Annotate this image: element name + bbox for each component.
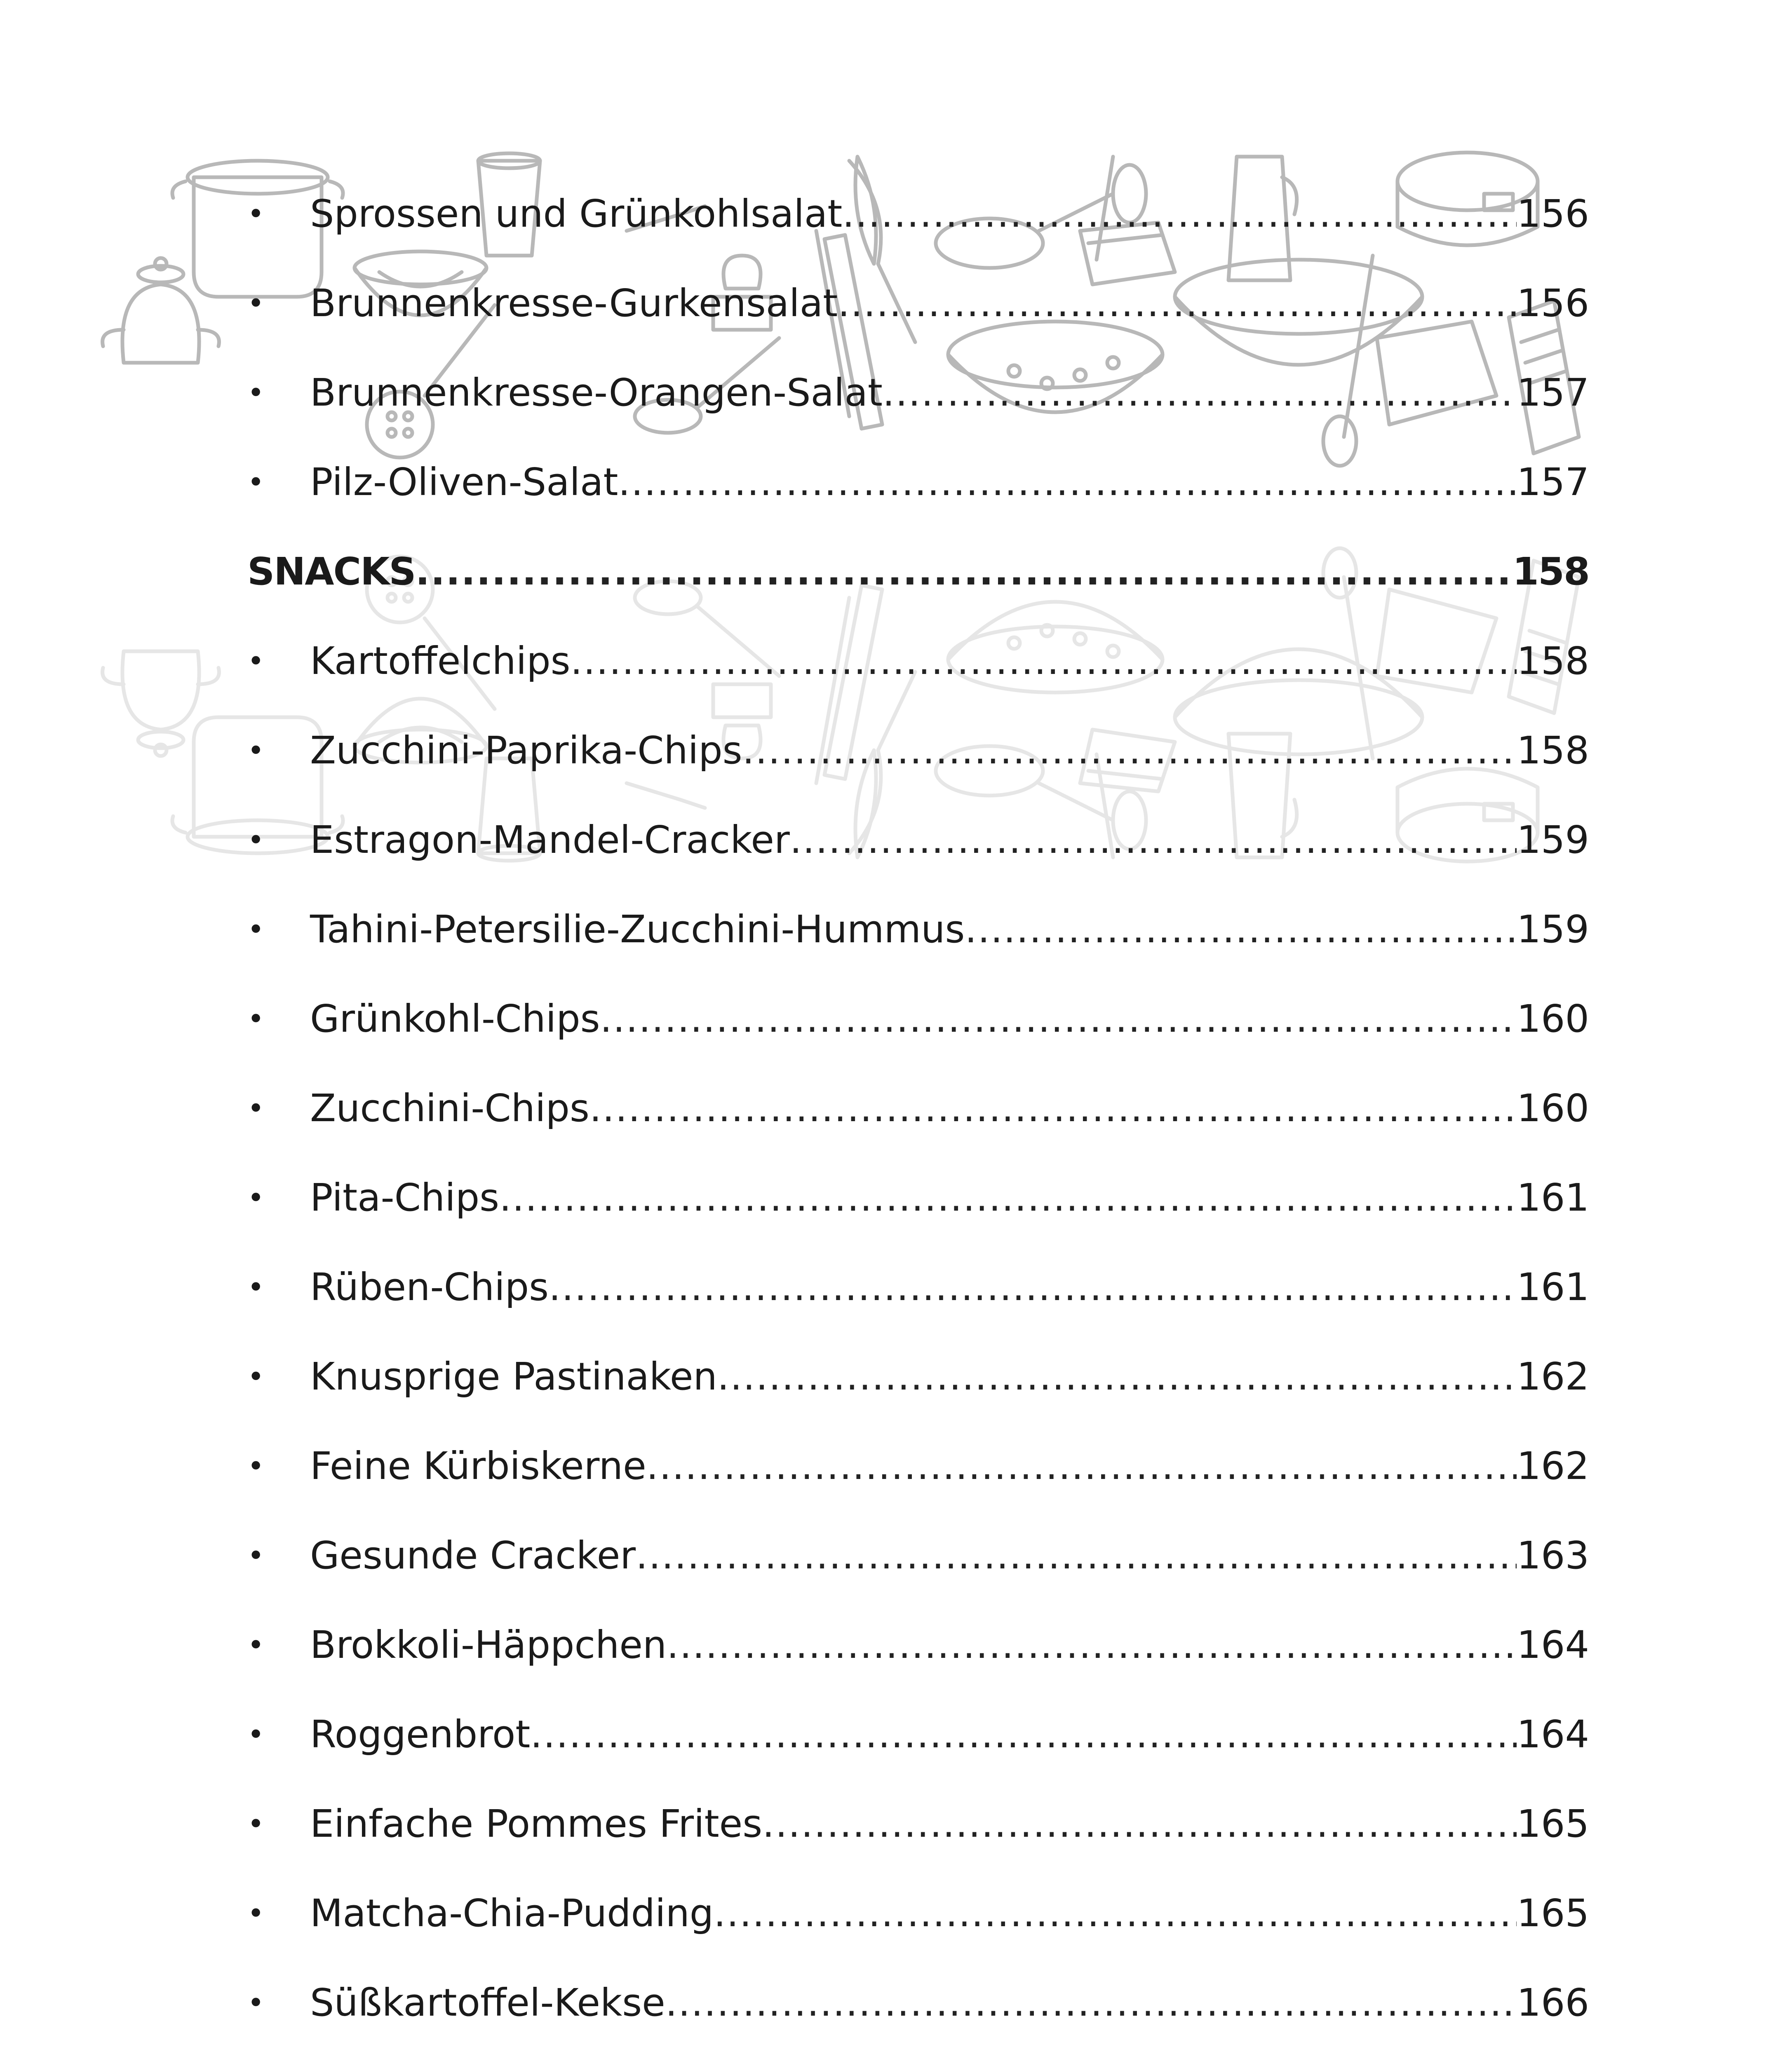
toc-entry-title: Brokkoli-Häppchen [310, 1623, 667, 1667]
bullet-icon: • [247, 1002, 265, 1036]
toc-entry-title: Süßkartoffel-Kekse [310, 1981, 665, 2025]
toc-page-number: 165 [1517, 1891, 1589, 1935]
toc-entry-title: Feine Kürbiskerne [310, 1444, 646, 1488]
toc-page-number: 162 [1517, 1444, 1589, 1488]
toc-entry[interactable] [247, 1421, 1589, 1511]
toc-page-number: 158 [1517, 728, 1589, 772]
toc-page-number: 160 [1517, 1086, 1589, 1130]
toc-entry[interactable] [247, 1242, 1589, 1332]
toc-page-number: 164 [1517, 1712, 1589, 1756]
bullet-icon: • [247, 1986, 265, 2020]
toc-page-number: 165 [1517, 1802, 1589, 1846]
bullet-icon: • [247, 823, 265, 857]
toc-entry-title: Gesunde Cracker [310, 1533, 636, 1577]
dot-leader [790, 818, 1517, 862]
toc-entry[interactable] [247, 2047, 1589, 2061]
dot-leader [665, 1981, 1517, 2025]
toc-entry[interactable] [247, 1600, 1589, 1690]
dot-leader [883, 371, 1517, 415]
bullet-icon: • [247, 1628, 265, 1662]
toc-page-number: 157 [1517, 460, 1589, 504]
toc-entry-title: Roggenbrot [310, 1712, 531, 1756]
dot-leader [717, 1354, 1517, 1399]
toc-page-number: 159 [1517, 907, 1589, 951]
toc-entry[interactable] [247, 974, 1589, 1063]
bullet-icon: • [247, 733, 265, 768]
bullet-icon: • [247, 1359, 265, 1394]
toc-page-number: 156 [1517, 192, 1589, 236]
toc-entry-title: Brunnenkresse-Orangen-Salat [310, 371, 883, 415]
toc-entry[interactable] [247, 1063, 1589, 1153]
bullet-icon: • [247, 1449, 265, 1483]
toc-page-number: 159 [1517, 818, 1589, 862]
toc-entry-title: Pita-Chips [310, 1176, 500, 1220]
toc-entry[interactable] [247, 1511, 1589, 1600]
dot-leader [636, 1533, 1517, 1577]
bullet-icon: • [247, 1717, 265, 1751]
toc-page-number: 156 [1517, 281, 1589, 325]
toc-page-number: 160 [1517, 997, 1589, 1041]
toc-entry[interactable] [247, 1153, 1589, 1242]
toc-entry[interactable] [247, 1869, 1589, 1958]
toc-entry[interactable] [247, 885, 1589, 974]
toc-entry[interactable] [247, 795, 1589, 885]
dot-leader [762, 1802, 1517, 1846]
toc-page-number: 161 [1517, 1265, 1589, 1309]
toc-entry[interactable] [247, 616, 1589, 706]
bullet-icon: • [247, 1896, 265, 1930]
toc-page-number: 163 [1517, 1533, 1589, 1577]
dot-leader [416, 549, 1513, 594]
toc-entry-title: Grünkohl-Chips [310, 997, 600, 1041]
toc-entry-title: Kartoffelchips [310, 639, 571, 683]
toc-page-number: 161 [1517, 1176, 1589, 1220]
toc-entry[interactable] [247, 706, 1589, 795]
toc-entry-title: Zucchini-Chips [310, 1086, 590, 1130]
toc-page-number: 166 [1517, 1981, 1589, 2025]
bullet-icon: • [247, 376, 265, 410]
bullet-icon: • [247, 286, 265, 320]
toc-entry[interactable] [247, 258, 1589, 348]
toc-entry-title: Estragon-Mandel-Cracker [310, 818, 790, 862]
toc-entry-title: Brunnenkresse-Gurkensalat [310, 281, 838, 325]
bullet-icon: • [247, 197, 265, 231]
dot-leader [965, 907, 1517, 951]
bullet-icon: • [247, 1091, 265, 1125]
dot-leader [838, 281, 1517, 325]
table-of-contents [247, 169, 1589, 2061]
bullet-icon: • [247, 912, 265, 946]
toc-entry[interactable] [247, 1779, 1589, 1869]
bullet-icon: • [247, 1181, 265, 1215]
toc-entry[interactable] [247, 348, 1589, 437]
toc-page-number: 158 [1517, 639, 1589, 683]
dot-leader [742, 728, 1517, 772]
bullet-icon: • [247, 1807, 265, 1841]
dot-leader [842, 192, 1517, 236]
toc-entry-title: Pilz-Oliven-Salat [310, 460, 618, 504]
toc-page-number: 158 [1512, 549, 1589, 594]
toc-page-number: 157 [1517, 371, 1589, 415]
dot-leader [571, 639, 1517, 683]
dot-leader [646, 1444, 1517, 1488]
toc-entry-title: Einfache Pommes Frites [310, 1802, 763, 1846]
bullet-icon: • [247, 1270, 265, 1304]
toc-entry[interactable] [247, 1690, 1589, 1779]
bullet-icon: • [247, 1538, 265, 1573]
toc-entry[interactable] [247, 169, 1589, 258]
toc-section-heading[interactable] [247, 527, 1589, 616]
dot-leader [667, 1623, 1517, 1667]
toc-page-number: 164 [1517, 1623, 1589, 1667]
dot-leader [499, 1176, 1517, 1220]
toc-entry[interactable] [247, 1332, 1589, 1421]
bullet-icon: • [247, 465, 265, 499]
toc-entry-title: Rüben-Chips [310, 1265, 549, 1309]
toc-entry-title: Tahini-Petersilie-Zucchini-Hummus [310, 907, 965, 951]
toc-entry[interactable] [247, 1958, 1589, 2047]
dot-leader [530, 1712, 1517, 1756]
toc-entry[interactable] [247, 437, 1589, 527]
toc-entry-title: Zucchini-Paprika-Chips [310, 728, 742, 772]
bullet-icon: • [247, 644, 265, 678]
dot-leader [590, 1086, 1517, 1130]
dot-leader [549, 1265, 1517, 1309]
toc-entry-title: Matcha-Chia-Pudding [310, 1891, 714, 1935]
dot-leader [600, 997, 1517, 1041]
toc-entry-title: Knusprige Pastinaken [310, 1354, 717, 1399]
dot-leader [618, 460, 1517, 504]
dot-leader [714, 1891, 1517, 1935]
toc-entry-title: SNACKS [247, 549, 416, 594]
toc-page-number: 162 [1517, 1354, 1589, 1399]
toc-entry-title: Sprossen und Grünkohlsalat [310, 192, 843, 236]
